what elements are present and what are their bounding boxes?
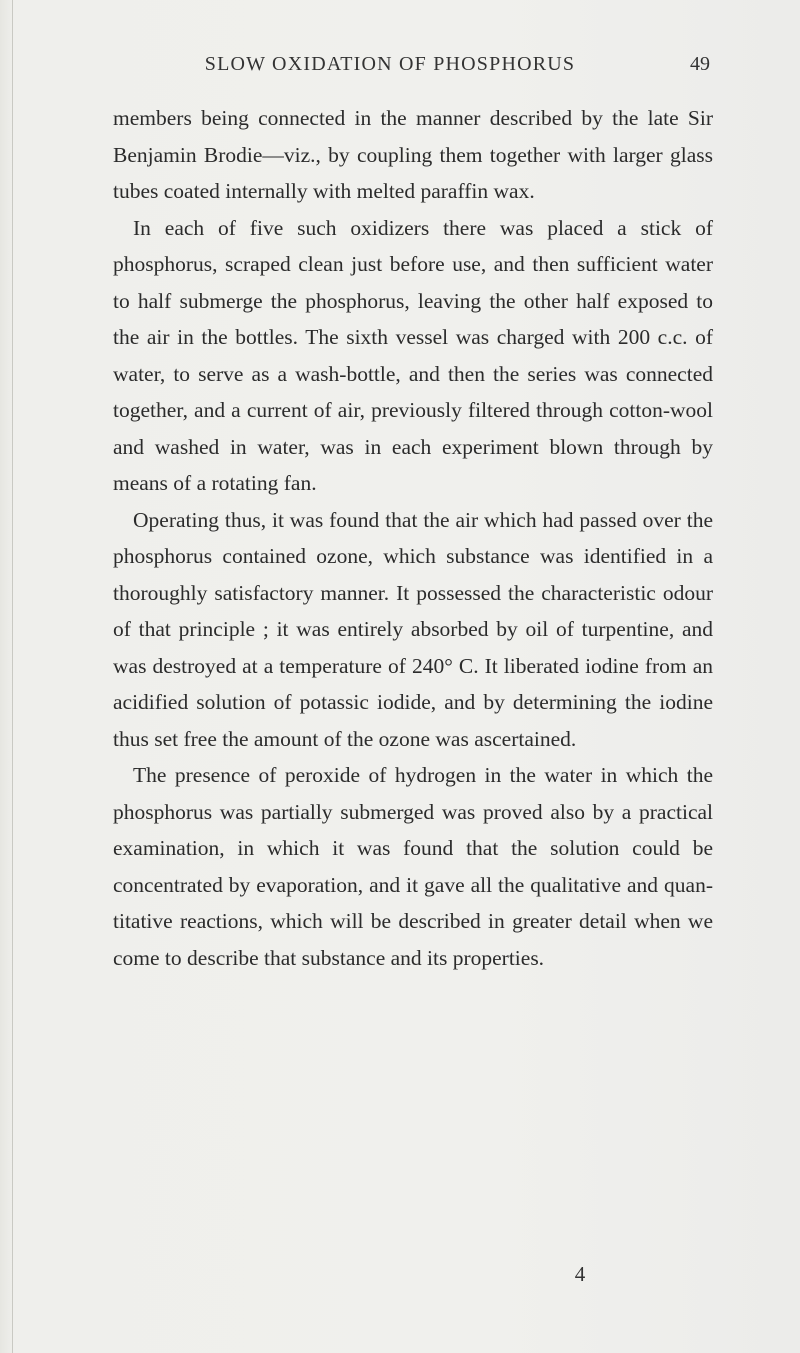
signature-mark: 4	[574, 1262, 586, 1286]
body-text	[113, 100, 713, 976]
running-title: SLOW OXIDATION OF PHOSPHORUS	[204, 53, 576, 75]
paragraph-oxidizers: In each of five such oxidizers there was placed a stick of phosphorus, scraped clean just before use, and then sufficient water to half submerge the phosphorus, leaving the other half exposed to the air in the bottles. The sixth vessel was charged with 200 c.c. of water, to serve as a wash-bottle, and then the series was connected together, and a current of air, previously filtered through cotton-wool and washed in water, was in each experiment blown through by means of a rotating fan.	[113, 215, 713, 495]
paragraph-continuation: members being connected in the manner described by the late Sir Benjamin Brodie—viz., by coupling them together with larger glass tubes coated internally with melted paraffin wax.	[113, 106, 713, 203]
paragraph-peroxide: The presence of peroxide of hydrogen in the water in which the phosphorus was partially submerged was proved also by a practical examination, in which it was found that the solution could be concentrated by evaporation, and it gave all the qualitative and quantitative reactions, which will be described in greater detail when we come to describe that substance and its properties.	[113, 763, 713, 970]
running-head	[0, 44, 800, 84]
page-gutter-edge	[12, 0, 13, 1353]
page-number: 49	[690, 53, 710, 75]
paragraph-ozone: Operating thus, it was found that the air which had passed over the phosphorus contained ozone, which substance was identified in a thoroughly satisfactory manner. It possessed the characteristic odour of that principle ; it was entirely absorbed by oil of turpentine, and was destroyed at a temperature of 240° C. It liberated iodine from an acidified solution of potassic iodide, and by determining the iodine thus set free the amount of the ozone was ascertained.	[113, 507, 713, 751]
